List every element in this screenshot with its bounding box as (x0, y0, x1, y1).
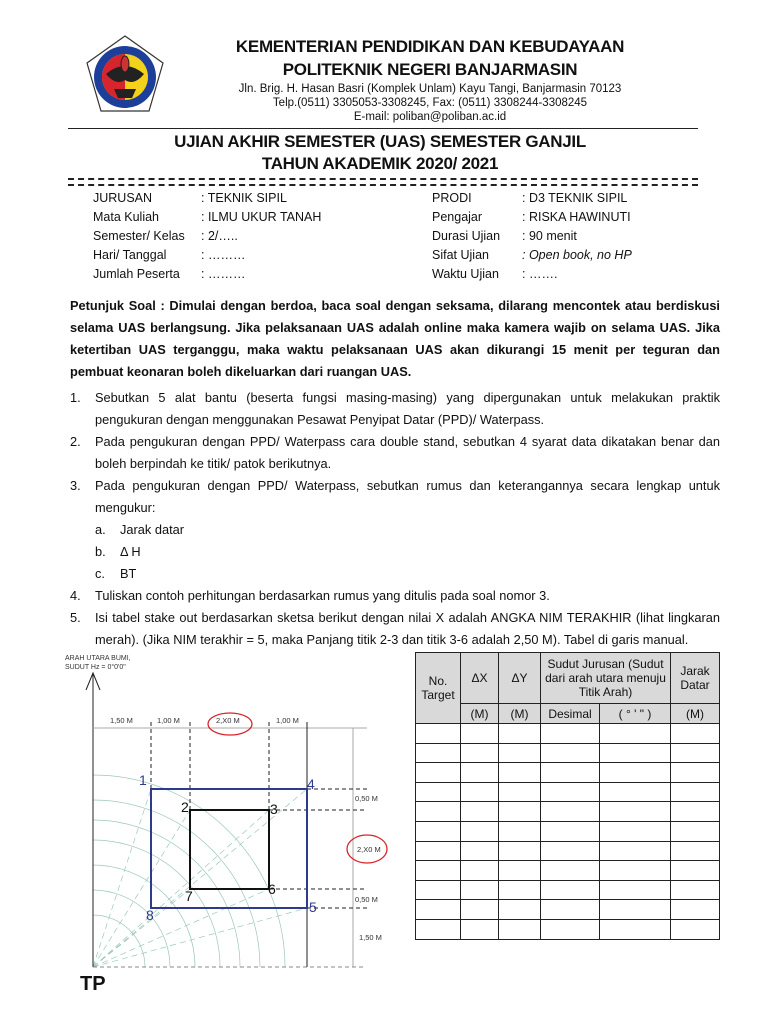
point-label: 8 (146, 907, 154, 923)
exam-info-left (93, 189, 321, 284)
dim-label: 2,X0 M (216, 716, 240, 725)
point-label: 2 (181, 799, 189, 815)
point-label: 4 (307, 776, 315, 792)
table-cell (499, 821, 541, 841)
dim-label: 2,X0 M (357, 845, 381, 854)
table-cell (461, 821, 499, 841)
table-cell (461, 861, 499, 881)
table-cell (416, 724, 461, 744)
table-cell (416, 821, 461, 841)
info-value: : RISKA HAWINUTI (522, 210, 631, 224)
info-label: Hari/ Tanggal (93, 248, 167, 262)
table-cell (416, 919, 461, 939)
info-label: Jumlah Peserta (93, 267, 180, 281)
sub-text: BT (120, 566, 137, 581)
info-label: PRODI (432, 191, 472, 205)
sub-item (95, 563, 720, 585)
table-cell (671, 802, 720, 822)
dim-label: 1,50 M (110, 716, 133, 725)
table-cell (541, 782, 600, 802)
email: E-mail: poliban@poliban.ac.id (353, 111, 507, 123)
question-text: Pada pengukuran dengan PPD/ Waterpass cara double stand, sebutkan 4 syarat data dikatakan benar dan boleh berpindah ke titik/ patok berikutnya. (95, 434, 720, 471)
table-row (416, 919, 720, 939)
question-text: Pada pengukuran dengan PPD/ Waterpass, sebutkan rumus dan keterangannya secara lengkap untuk mengukur: (95, 478, 720, 515)
table-cell (461, 724, 499, 744)
table-cell (671, 743, 720, 763)
header-dx: ΔX (461, 653, 499, 704)
table-row (416, 821, 720, 841)
outer-rectangle (151, 789, 307, 908)
sub-number: b. (95, 544, 106, 559)
header-jarak-datar: Jarak Datar (671, 653, 720, 704)
table-row (416, 724, 720, 744)
table-row (416, 782, 720, 802)
header-dy: ΔY (499, 653, 541, 704)
table-cell (461, 900, 499, 920)
dim-label: 1,00 M (157, 716, 180, 725)
question-number: 1. (70, 390, 81, 405)
table-cell (541, 900, 600, 920)
table-cell (600, 861, 671, 881)
stakeout-table (415, 652, 720, 940)
header-no-target: No. Target (416, 653, 461, 724)
table-cell (416, 861, 461, 881)
table-cell (461, 782, 499, 802)
exam-title: UJIAN AKHIR SEMESTER (UAS) SEMESTER GANJIL (174, 132, 586, 151)
table-cell (416, 880, 461, 900)
point-label: 3 (270, 801, 278, 817)
table-cell (541, 763, 600, 783)
table-cell (600, 821, 671, 841)
table-cell (461, 743, 499, 763)
question-text: Sebutkan 5 alat bantu (beserta fungsi masing-masing) yang dipergunakan untuk melakukan praktik pengukuran dengan menggunakan Pesawat Penyipat Datar (PPD)/ Waterpass. (95, 390, 720, 427)
academic-year: TAHUN AKADEMIK 2020/ 2021 (261, 154, 499, 173)
sub-text: Jarak datar (120, 522, 185, 537)
unit-dms: ( ° ' " ) (600, 704, 671, 724)
ministry-name: KEMENTERIAN PENDIDIKAN DAN KEBUDAYAAN (235, 37, 625, 56)
info-label: Mata Kuliah (93, 210, 160, 224)
question-text: Isi tabel stake out berdasarkan sketsa berikut dengan nilai X adalah ANGKA NIM TERAKHIR (lihat lingkaran merah). (Jika NIM terakhir = 5, maka Panjang titik 2-3 dan titik 3-6 adalah 2,50 M). Tabel di garis manual. (95, 610, 720, 647)
table-cell (600, 841, 671, 861)
table-cell (671, 821, 720, 841)
table-cell (541, 724, 600, 744)
table-cell (671, 841, 720, 861)
table-row (416, 763, 720, 783)
question-item (70, 475, 720, 585)
table-cell (499, 919, 541, 939)
table-cell (541, 861, 600, 881)
table-cell (461, 919, 499, 939)
table-cell (416, 743, 461, 763)
dashed-divider (68, 184, 698, 186)
instructions: Petunjuk Soal : Dimulai dengan berdoa, baca soal dengan seksama, dilarang mencontek atau berdiskusi selama UAS berlangsung. Jika pelaksanaan UAS adalah online maka kamera wajib on selama UAS. Jika ketertiban UAS terganggu, maka waktu pelaksanaan UAS akan dikurangi 15 menit per teguran dan pembuat keonaran boleh dikeluarkan dari ruangan UAS. (70, 298, 720, 379)
point-label: 5 (309, 899, 317, 915)
table-row (416, 900, 720, 920)
question-item (70, 431, 720, 475)
address: Jln. Brig. H. Hasan Basri (Komplek Unlam) Kayu Tangi, Banjarmasin 70123 (238, 83, 622, 95)
info-value: : ……. (522, 267, 558, 281)
unit-dy: (M) (499, 704, 541, 724)
table-cell (461, 763, 499, 783)
north-label: ARAH UTARA BUMI, (65, 655, 131, 662)
table-cell (461, 880, 499, 900)
table-cell (416, 841, 461, 861)
question-item (70, 585, 720, 607)
north-label: SUDUT Hz = 0°0'0" (65, 664, 126, 671)
table-row (416, 743, 720, 763)
table-cell (541, 841, 600, 861)
question-number: 2. (70, 434, 81, 449)
table-cell (671, 900, 720, 920)
table-cell (541, 880, 600, 900)
table-cell (671, 861, 720, 881)
dashed-divider (68, 178, 698, 180)
table-cell (671, 782, 720, 802)
table-cell (499, 802, 541, 822)
table-cell (461, 841, 499, 861)
question-number: 3. (70, 478, 81, 493)
table-cell (541, 743, 600, 763)
table-cell (499, 861, 541, 881)
dim-label: 1,00 M (276, 716, 299, 725)
table-cell (600, 743, 671, 763)
point-label: 1 (139, 772, 147, 788)
table-cell (600, 900, 671, 920)
table-cell (600, 802, 671, 822)
table-cell (416, 802, 461, 822)
table-cell (499, 763, 541, 783)
table-row (416, 861, 720, 881)
info-value: : ILMU UKUR TANAH (201, 210, 322, 224)
table-cell (416, 763, 461, 783)
phone: Telp.(0511) 3305053-3308245, Fax: (0511) 3308244-3308245 (272, 97, 588, 109)
info-label: Waktu Ujian (432, 267, 499, 281)
inner-rectangle (190, 810, 269, 889)
info-value: : D3 TEKNIK SIPIL (522, 191, 628, 205)
info-label: Sifat Ujian (432, 248, 489, 262)
institution-logo (84, 34, 166, 116)
origin-label: TP (80, 973, 106, 995)
info-label: Semester/ Kelas (93, 229, 185, 243)
point-label: 7 (185, 888, 193, 904)
info-value: : ……… (201, 248, 246, 262)
info-label: Pengajar (432, 210, 483, 224)
question-text: Tuliskan contoh perhitungan berdasarkan rumus yang ditulis pada soal nomor 3. (95, 588, 550, 603)
table-cell (499, 841, 541, 861)
info-value: : 90 menit (522, 229, 577, 243)
info-label: JURUSAN (93, 191, 153, 205)
question-number: 5. (70, 610, 81, 625)
table-row (416, 841, 720, 861)
table-cell (600, 782, 671, 802)
unit-jarak: (M) (671, 704, 720, 724)
table-cell (416, 782, 461, 802)
table-cell (671, 880, 720, 900)
sub-text: Δ H (120, 544, 141, 559)
header-divider (68, 128, 698, 129)
table-cell (671, 724, 720, 744)
question-list (70, 387, 720, 651)
table-cell (499, 880, 541, 900)
table-cell (541, 802, 600, 822)
dim-label: 1,50 M (359, 933, 382, 942)
dim-label: 0,50 M (355, 895, 378, 904)
table-cell (600, 763, 671, 783)
table-cell (600, 880, 671, 900)
info-value: : TEKNIK SIPIL (201, 191, 287, 205)
table-cell (600, 724, 671, 744)
table-cell (461, 802, 499, 822)
table-cell (671, 919, 720, 939)
institution-name: POLITEKNIK NEGERI BANJARMASIN (282, 60, 578, 79)
table-cell (600, 919, 671, 939)
info-value: : 2/….. (201, 229, 238, 243)
stakeout-sketch (60, 640, 400, 1020)
table-row (416, 880, 720, 900)
table-cell (541, 919, 600, 939)
table-cell (541, 821, 600, 841)
dim-label: 0,50 M (355, 794, 378, 803)
unit-desimal: Desimal (541, 704, 600, 724)
sub-item (95, 519, 720, 541)
table-cell (499, 724, 541, 744)
table-cell (416, 900, 461, 920)
exam-info-right (432, 189, 632, 284)
table-cell (499, 743, 541, 763)
table-cell (499, 782, 541, 802)
sub-number: c. (95, 566, 105, 581)
header-sudut-jurusan: Sudut Jurusan (Sudut dari arah utara menuju Titik Arah) (541, 653, 671, 704)
point-label: 6 (268, 881, 276, 897)
table-cell (671, 763, 720, 783)
table-cell (499, 900, 541, 920)
question-number: 4. (70, 588, 81, 603)
question-item (70, 387, 720, 431)
unit-dx: (M) (461, 704, 499, 724)
sub-number: a. (95, 522, 106, 537)
point-labels (139, 772, 317, 923)
info-label: Durasi Ujian (432, 229, 501, 243)
info-value: : ……… (201, 267, 246, 281)
sub-item (95, 541, 720, 563)
info-value: : Open book, no HP (522, 248, 632, 262)
table-row (416, 802, 720, 822)
